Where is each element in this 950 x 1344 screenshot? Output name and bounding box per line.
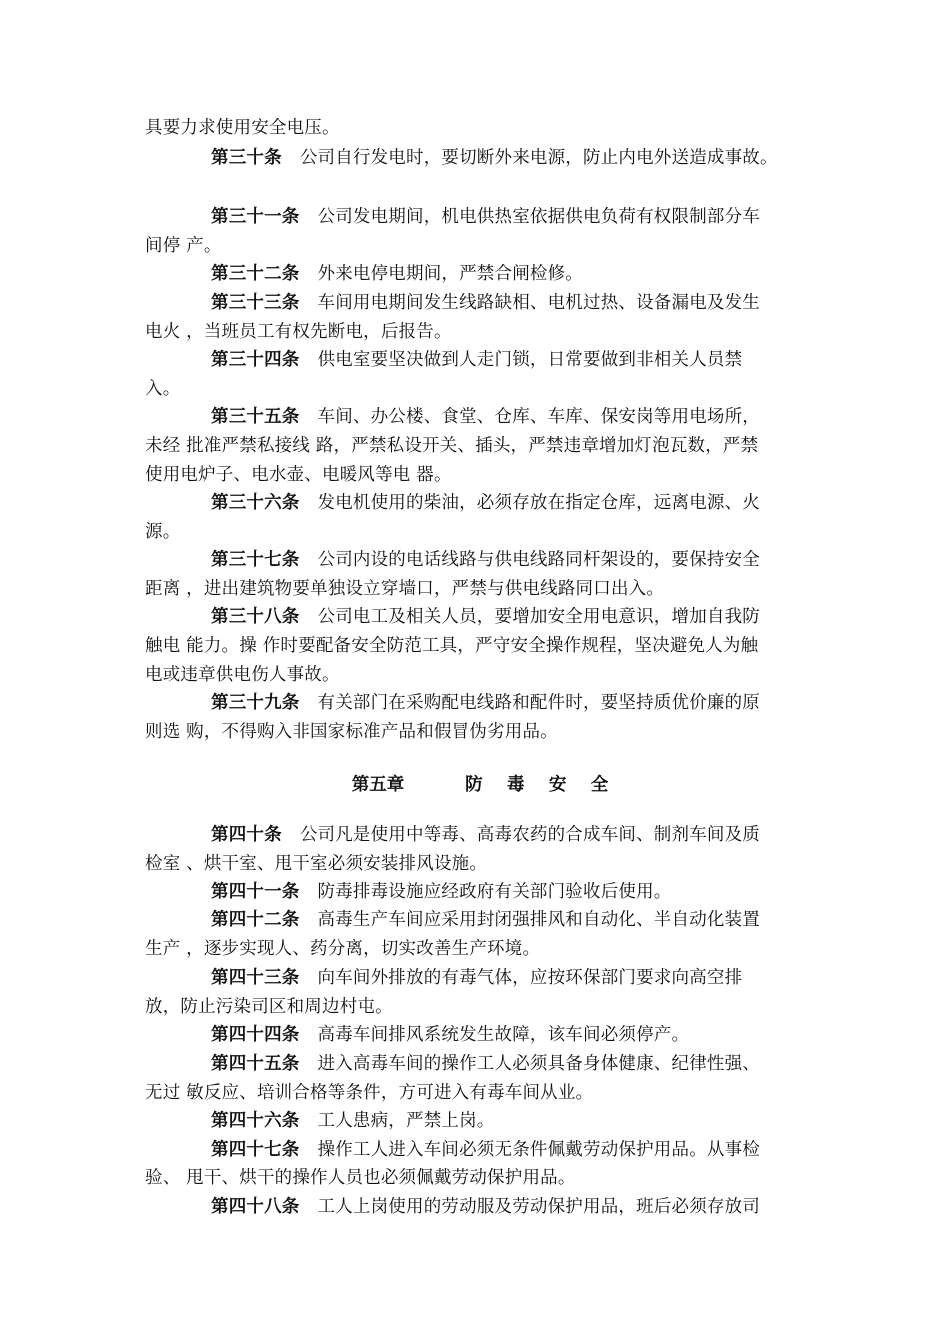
article-number: 第四十七条 xyxy=(211,1140,300,1160)
text-line: 电或违章供电伤人事故。 xyxy=(145,665,340,685)
text-line: 放，防止污染司区和周边村屯。 xyxy=(145,997,393,1017)
article-number: 第四十四条 xyxy=(211,1025,300,1045)
article-number: 第四十八条 xyxy=(211,1197,300,1217)
article-number: 第三十四条 xyxy=(211,350,300,370)
article-43: 第四十三条 向车间外排放的有毒气体，应按环保部门要求向高空排 xyxy=(211,968,743,988)
text-line: 距离 ，进出建筑物要单独设立穿墙口，严禁与供电线路同口出入。 xyxy=(145,579,665,599)
text-line: 具要力求使用安全电压。 xyxy=(145,118,340,138)
article-number: 第四十二条 xyxy=(211,910,300,930)
article-32: 第三十二条 外来电停电期间，严禁合闸检修。 xyxy=(211,264,583,284)
article-number: 第三十二条 xyxy=(211,264,300,284)
article-number: 第四十六条 xyxy=(211,1111,300,1131)
article-45: 第四十五条 进入高毒车间的操作工人必须具备身体健康、纪律性强、 xyxy=(211,1054,760,1074)
article-number: 第四十一条 xyxy=(211,882,300,902)
text-line: 未经 批准严禁私接线 路，严禁私设开关、插头，严禁违章增加灯泡瓦数，严禁 xyxy=(145,436,759,456)
article-number: 第三十八条 xyxy=(211,607,300,627)
article-44: 第四十四条 高毒车间排风系统发生故障，该车间必须停产。 xyxy=(211,1025,690,1045)
text-line: 间停 产。 xyxy=(145,236,222,256)
article-48: 第四十八条 工人上岗使用的劳动服及劳动保护用品，班后必须存放司 xyxy=(211,1197,760,1217)
text-line: 使用电炉子、电水壶、电暖风等电 器。 xyxy=(145,465,452,485)
article-number: 第三十七条 xyxy=(211,550,300,570)
text-line: 源。 xyxy=(145,522,181,542)
text-line: 检室 、烘干室、甩干室必须安装排风设施。 xyxy=(145,854,488,874)
article-number: 第三十九条 xyxy=(211,693,300,713)
article-47: 第四十七条 操作工人进入车间必须无条件佩戴劳动保护用品。从事检 xyxy=(211,1140,760,1160)
text-line: 无过 敏反应、培训合格等条件，方可进入有毒车间从业。 xyxy=(145,1083,594,1103)
article-number: 第三十五条 xyxy=(211,407,300,427)
article-number: 第三十六条 xyxy=(211,493,300,513)
article-34: 第三十四条 供电室要坚决做到人走门锁，日常要做到非相关人员禁 xyxy=(211,350,743,370)
article-46: 第四十六条 工人患病，严禁上岗。 xyxy=(211,1111,495,1131)
article-number: 第四十条 xyxy=(211,825,282,845)
article-33: 第三十三条 车间用电期间发生线路缺相、电机过热、设备漏电及发生 xyxy=(211,293,760,313)
text-line: 生产 ，逐步实现人、药分离，切实改善生产环境。 xyxy=(145,939,541,959)
article-42: 第四十二条 高毒生产车间应采用封闭强排风和自动化、半自动化装置 xyxy=(211,910,760,930)
article-41: 第四十一条 防毒排毒设施应经政府有关部门验收后使用。 xyxy=(211,882,672,902)
text-line: 电火 ，当班员工有权先断电，后报告。 xyxy=(145,322,452,342)
article-number: 第三十条 xyxy=(211,148,282,168)
text-line: 则选 购，不得购入非国家标准产品和假冒伪劣用品。 xyxy=(145,722,558,742)
text-line: 入。 xyxy=(145,379,181,399)
article-37: 第三十七条 公司内设的电话线路与供电线路同杆架设的，要保持安全 xyxy=(211,550,760,570)
article-number: 第三十一条 xyxy=(211,207,300,227)
article-number: 第三十三条 xyxy=(211,293,300,313)
article-38: 第三十八条 公司电工及相关人员，要增加安全用电意识，增加自我防 xyxy=(211,607,760,627)
article-39: 第三十九条 有关部门在采购配电线路和配件时，要坚持质优价廉的原 xyxy=(211,693,760,713)
article-31: 第三十一条 公司发电期间，机电供热室依据供电负荷有权限制部分车 xyxy=(211,207,760,227)
article-35: 第三十五条 车间、办公楼、食堂、仓库、车库、保安岗等用电场所， xyxy=(211,407,760,427)
article-number: 第四十三条 xyxy=(211,968,300,988)
chapter-heading: 第五章 防 毒 安 全 xyxy=(351,775,609,795)
article-number: 第四十五条 xyxy=(211,1054,300,1074)
article-40: 第四十条 公司凡是使用中等毒、高毒农药的合成车间、制剂车间及质 xyxy=(211,825,761,845)
text-line: 触电 能力。操 作时要配备安全防范工具，严守安全操作规程，坚决避免人为触 xyxy=(145,636,759,656)
article-36: 第三十六条 发电机使用的柴油，必须存放在指定仓库，远离电源、火 xyxy=(211,493,760,513)
text-line: 验、 甩干、烘干的操作人员也必须佩戴劳动保护用品。 xyxy=(145,1168,576,1188)
article-30: 第三十条 公司自行发电时，要切断外来电源，防止内电外送造成事故。 xyxy=(211,148,778,168)
